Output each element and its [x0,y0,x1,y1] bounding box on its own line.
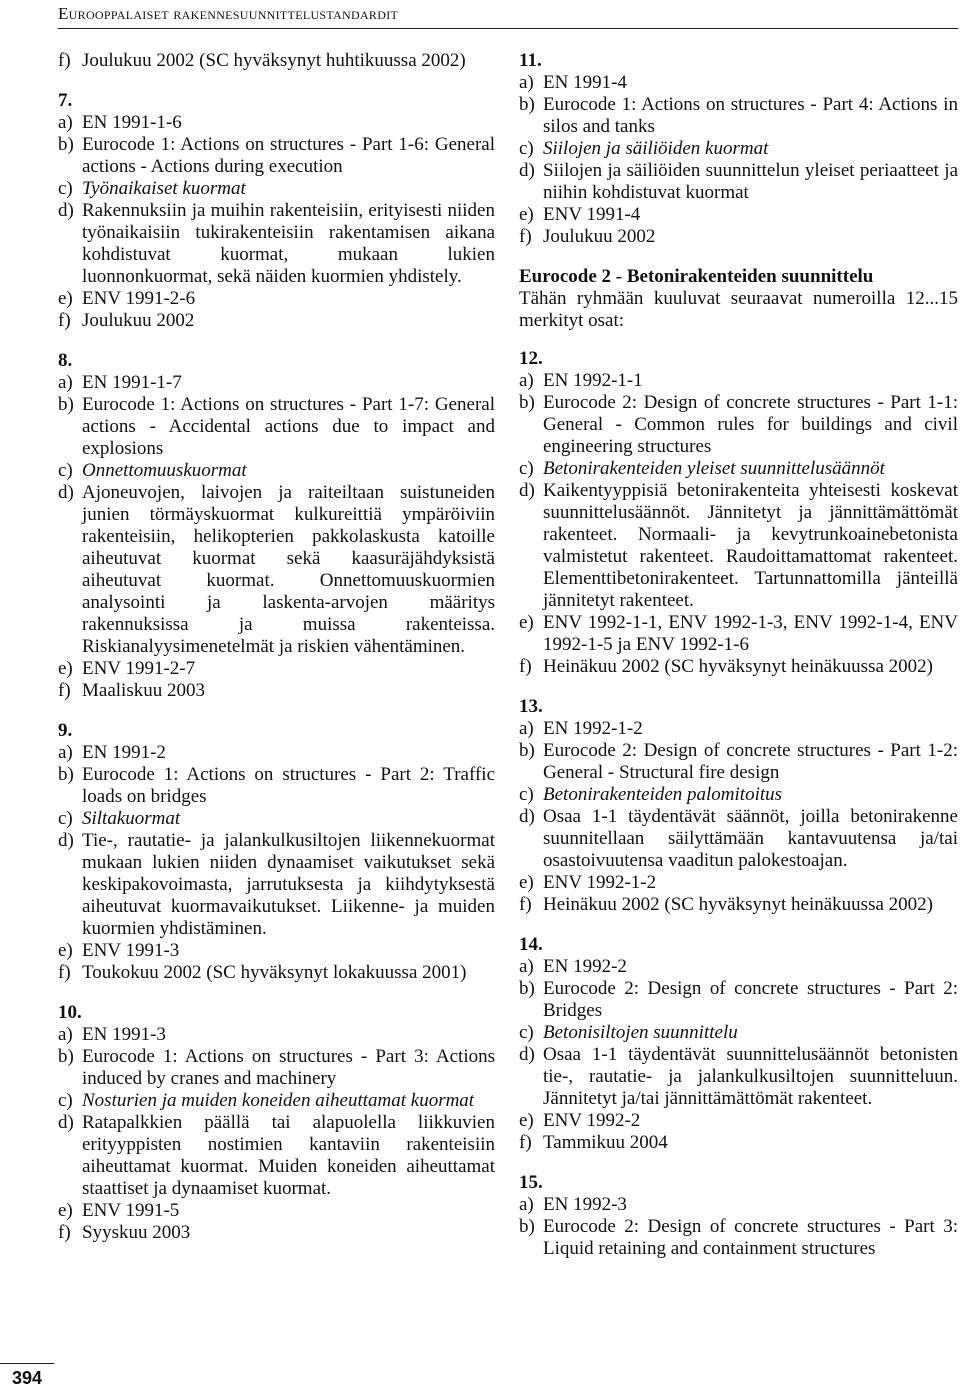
entry-field [519,1194,958,1216]
field-label: e) [519,1110,534,1131]
entry-field [58,658,495,680]
entry-field [519,872,958,894]
entry-field [519,1110,958,1132]
field-text: Joulukuu 2002 [543,226,656,247]
field-text: Eurocode 1: Actions on structures - Part 2: Traffic loads on bridges [82,764,495,807]
entry-field [519,226,958,248]
field-text: Siltakuormat [82,808,181,829]
field-text: EN 1991-3 [82,1024,166,1045]
field-label: f) [519,226,532,247]
entry-field [519,612,958,656]
standard-entry [519,348,958,678]
entry-field [519,1044,958,1110]
entry-number: 7. [58,90,73,111]
field-label: f) [58,962,71,983]
entry-field [58,742,495,764]
field-text: Toukokuu 2002 (SC hyväksynyt lokakuussa 2001) [82,962,467,983]
field-text: EN 1991-2 [82,742,166,763]
entry-field [519,894,958,916]
field-label: d) [519,806,535,827]
field-text: ENV 1991-2-6 [82,288,196,309]
field-label: a) [519,370,534,391]
field-label: c) [519,1022,534,1043]
field-label: d) [58,482,74,503]
standard-entry [58,90,495,332]
entry-field [519,138,958,160]
right-sections-top [519,50,958,248]
field-text: Betonirakenteiden yleiset suunnittelusäännöt [543,458,885,479]
entry-field [58,830,495,940]
field-label: c) [519,138,534,159]
field-text: Kaikentyyppisiä betonirakenteita yhteisesti koskevat suunnittelusäännöt. Jännitetyt ja jännittämättömät rakenteet. Normaali- ja kevytrunkoainebetonista valmistetut rakenteet. Raudoittamattomat rakenteet. Elementtibetonirakenteet. Tartunnattomilla jänteillä jännitetyt rakenteet. [543,480,958,611]
field-label: e) [58,940,73,961]
field-label: a) [58,112,73,133]
field-label: e) [519,612,534,633]
entry-field [519,94,958,138]
field-text: Nosturien ja muiden koneiden aiheuttamat kuormat [82,1090,475,1111]
entry-field [58,1046,495,1090]
field-text: Työnaikaiset kuormat [82,178,246,199]
entry-number: 8. [58,350,73,371]
entry-field [519,1022,958,1044]
field-text: Ajoneuvojen, laivojen ja raiteiltaan suistuneiden junien törmäyskuormat kulkureittiä ympäröiviin rakenteisiin, helikopterien pakkolaskusta katoille aiheutuvat kuormat sekä kaasuräjähdyksistä aiheutuvat kuormat. Onnettomuuskuormien analysointi ja laskenta-arvojen määritys rakennuksissa ja muissa rakenteissa. Riskianalyysimenetelmät ja riskien vähentäminen. [82,482,495,657]
field-label: f) [58,680,71,701]
entry-field [519,784,958,806]
entry-field [58,962,495,984]
entry-field [58,460,495,482]
field-text: EN 1992-1-1 [543,370,643,391]
entry-field [519,204,958,226]
field-text: Onnettomuuskuormat [82,460,247,481]
entry-field [519,1216,958,1260]
field-label: c) [58,178,73,199]
entry-field [519,1132,958,1154]
entry-field [58,372,495,394]
standard-entry [58,350,495,702]
entry-field [58,178,495,200]
entry-field [58,50,495,72]
entry-field [58,1222,495,1244]
field-text: Betonisiltojen suunnittelu [543,1022,738,1043]
standard-entry [58,720,495,984]
field-label: e) [519,204,534,225]
running-header: Eurooppalaiset rakennesuunnittelustandardit [58,4,958,29]
field-label: e) [519,872,534,893]
standard-entry [58,50,495,72]
field-text: Heinäkuu 2002 (SC hyväksynyt heinäkuussa 2002) [543,894,933,915]
field-label: e) [58,658,73,679]
field-text: ENV 1991-5 [82,1200,180,1221]
field-label: d) [519,160,535,181]
entry-field [519,480,958,612]
standard-entry [519,696,958,916]
field-label: b) [519,740,535,761]
field-label: d) [58,200,74,221]
field-text: Siilojen ja säiliöiden suunnittelun yleiset periaatteet ja niihin kohdistuvat kuormat [543,160,958,203]
field-label: c) [519,458,534,479]
entry-field [519,72,958,94]
field-text: ENV 1991-4 [543,204,641,225]
entry-field [519,718,958,740]
field-label: b) [58,134,74,155]
field-label: a) [58,372,73,393]
left-column [58,50,495,1262]
entry-field [58,808,495,830]
field-label: f) [519,1132,532,1153]
field-label: a) [58,742,73,763]
entry-field [519,956,958,978]
entry-field [519,656,958,678]
entry-field [519,458,958,480]
entry-field [58,1090,495,1112]
entry-number: 11. [519,50,542,71]
field-label: d) [519,480,535,501]
field-text: ENV 1991-2-7 [82,658,196,679]
entry-field [519,806,958,872]
field-text: Joulukuu 2002 [82,310,195,331]
field-text: Osaa 1-1 täydentävät säännöt, joilla betonirakenne suunnitellaan säilyttämään kantavuutensa ja/tai osastoivuutensa vaaditun palokestoajan. [543,806,958,871]
entry-field [519,740,958,784]
field-label: b) [519,94,535,115]
right-column [519,50,958,1278]
field-label: b) [58,1046,74,1067]
field-text: EN 1991-1-7 [82,372,182,393]
field-label: a) [58,1024,73,1045]
field-label: b) [519,392,535,413]
field-text: ENV 1992-2 [543,1110,641,1131]
entry-field [58,482,495,658]
field-label: d) [58,830,74,851]
field-label: c) [519,784,534,805]
field-text: Eurocode 2: Design of concrete structures - Part 1-2: General - Structural fire design [543,740,958,783]
standard-entry [58,1002,495,1244]
field-text: Joulukuu 2002 (SC hyväksynyt huhtikuussa 2002) [82,50,466,71]
entry-field [58,200,495,288]
field-text: ENV 1992-1-2 [543,872,657,893]
field-label: e) [58,1200,73,1221]
field-label: f) [58,310,71,331]
standard-entry [519,934,958,1154]
field-text: EN 1992-1-2 [543,718,643,739]
field-label: f) [519,894,532,915]
field-text: EN 1991-1-6 [82,112,182,133]
field-label: b) [519,978,535,999]
field-label: b) [58,394,74,415]
entry-number: 9. [58,720,73,741]
field-text: EN 1992-3 [543,1194,627,1215]
entry-field [58,1024,495,1046]
entry-number: 15. [519,1172,543,1193]
field-text: Eurocode 2: Design of concrete structures - Part 1-1: General - Common rules for buildings and civil engineering structures [543,392,958,457]
right-sections-bottom [519,348,958,1260]
entry-field [58,764,495,808]
field-text: ENV 1992-1-1, ENV 1992-1-3, ENV 1992-1-4, ENV 1992-1-5 ja ENV 1992-1-6 [543,612,958,655]
entry-field [58,394,495,460]
field-label: a) [519,718,534,739]
entry-field [519,160,958,204]
entry-field [519,392,958,458]
entry-field [58,1112,495,1200]
field-text: Eurocode 1: Actions on structures - Part 4: Actions in silos and tanks [543,94,958,137]
field-text: Siilojen ja säiliöiden kuormat [543,138,769,159]
field-text: Osaa 1-1 täydentävät suunnittelusäännöt betonisten tie-, rautatie- ja jalankulkusiltojen suunnitteluun. Jännitetyt ja/tai jännittämättömät rakenteet. [543,1044,958,1109]
entry-number: 13. [519,696,543,717]
field-label: b) [58,764,74,785]
field-text: Eurocode 2: Design of concrete structures - Part 3: Liquid retaining and containment structures [543,1216,958,1259]
field-text: ENV 1991-3 [82,940,180,961]
field-text: Syyskuu 2003 [82,1222,191,1243]
field-text: Betonirakenteiden palomitoitus [543,784,783,805]
field-label: c) [58,808,73,829]
entry-field [58,680,495,702]
field-text: Heinäkuu 2002 (SC hyväksynyt heinäkuussa 2002) [543,656,933,677]
field-text: Eurocode 1: Actions on structures - Part 1-7: General actions - Accidental actions due to impact and explosions [82,394,495,459]
field-text: EN 1992-2 [543,956,627,977]
field-label: f) [58,50,71,71]
entry-field [519,370,958,392]
field-label: c) [58,1090,73,1111]
field-label: a) [519,1194,534,1215]
field-label: d) [519,1044,535,1065]
field-label: e) [58,288,73,309]
field-text: Eurocode 1: Actions on structures - Part 1-6: General actions - Actions during execution [82,134,495,177]
field-label: d) [58,1112,74,1133]
field-text: Tammikuu 2004 [543,1132,668,1153]
field-text: Eurocode 2: Design of concrete structures - Part 2: Bridges [543,978,958,1021]
group-heading: Eurocode 2 - Betonirakenteiden suunnittelu [519,266,874,287]
entry-field [58,940,495,962]
field-text: EN 1991-4 [543,72,627,93]
standard-entry [519,1172,958,1260]
entry-number: 10. [58,1002,82,1023]
standard-entry [519,50,958,248]
field-text: Ratapalkkien päällä tai alapuolella liikkuvien erityyppisten nostimien kantaviin rakenteisiin aiheuttamat kuormat. Muiden koneiden aiheuttamat staattiset ja dynaamiset kuormat. [82,1112,495,1199]
field-label: a) [519,72,534,93]
field-label: c) [58,460,73,481]
entry-field [58,310,495,332]
entry-field [519,978,958,1022]
page-number: 394 [0,1363,54,1392]
entry-field [58,288,495,310]
field-label: f) [58,1222,71,1243]
field-text: Eurocode 1: Actions on structures - Part 3: Actions induced by cranes and machinery [82,1046,495,1089]
field-text: Rakennuksiin ja muihin rakenteisiin, erityisesti niiden työnaikaisiin tukirakenteisiin rakentamisen aikana kohdistuvat kuormat, mukaan lukien luonnonkuormat, sekä näiden kuormien yhdistely. [82,200,495,287]
group-intro: Tähän ryhmään kuuluvat seuraavat numeroilla 12...15 merkityt osat: [519,288,958,331]
field-text: Maaliskuu 2003 [82,680,205,701]
entry-number: 14. [519,934,543,955]
entry-field [58,112,495,134]
entry-number: 12. [519,348,543,369]
entry-field [58,134,495,178]
field-label: f) [519,656,532,677]
field-text: Tie-, rautatie- ja jalankulkusiltojen liikennekuormat mukaan lukien niiden dynaamiset vaikutukset sekä keskipakovoimasta, jarrutuksesta ja kiihdytyksestä aiheutuvat kuormavaikutukset. Liikenne- ja muiden kuormien yhdistäminen. [82,830,495,939]
entry-field [58,1200,495,1222]
field-label: a) [519,956,534,977]
field-label: b) [519,1216,535,1237]
